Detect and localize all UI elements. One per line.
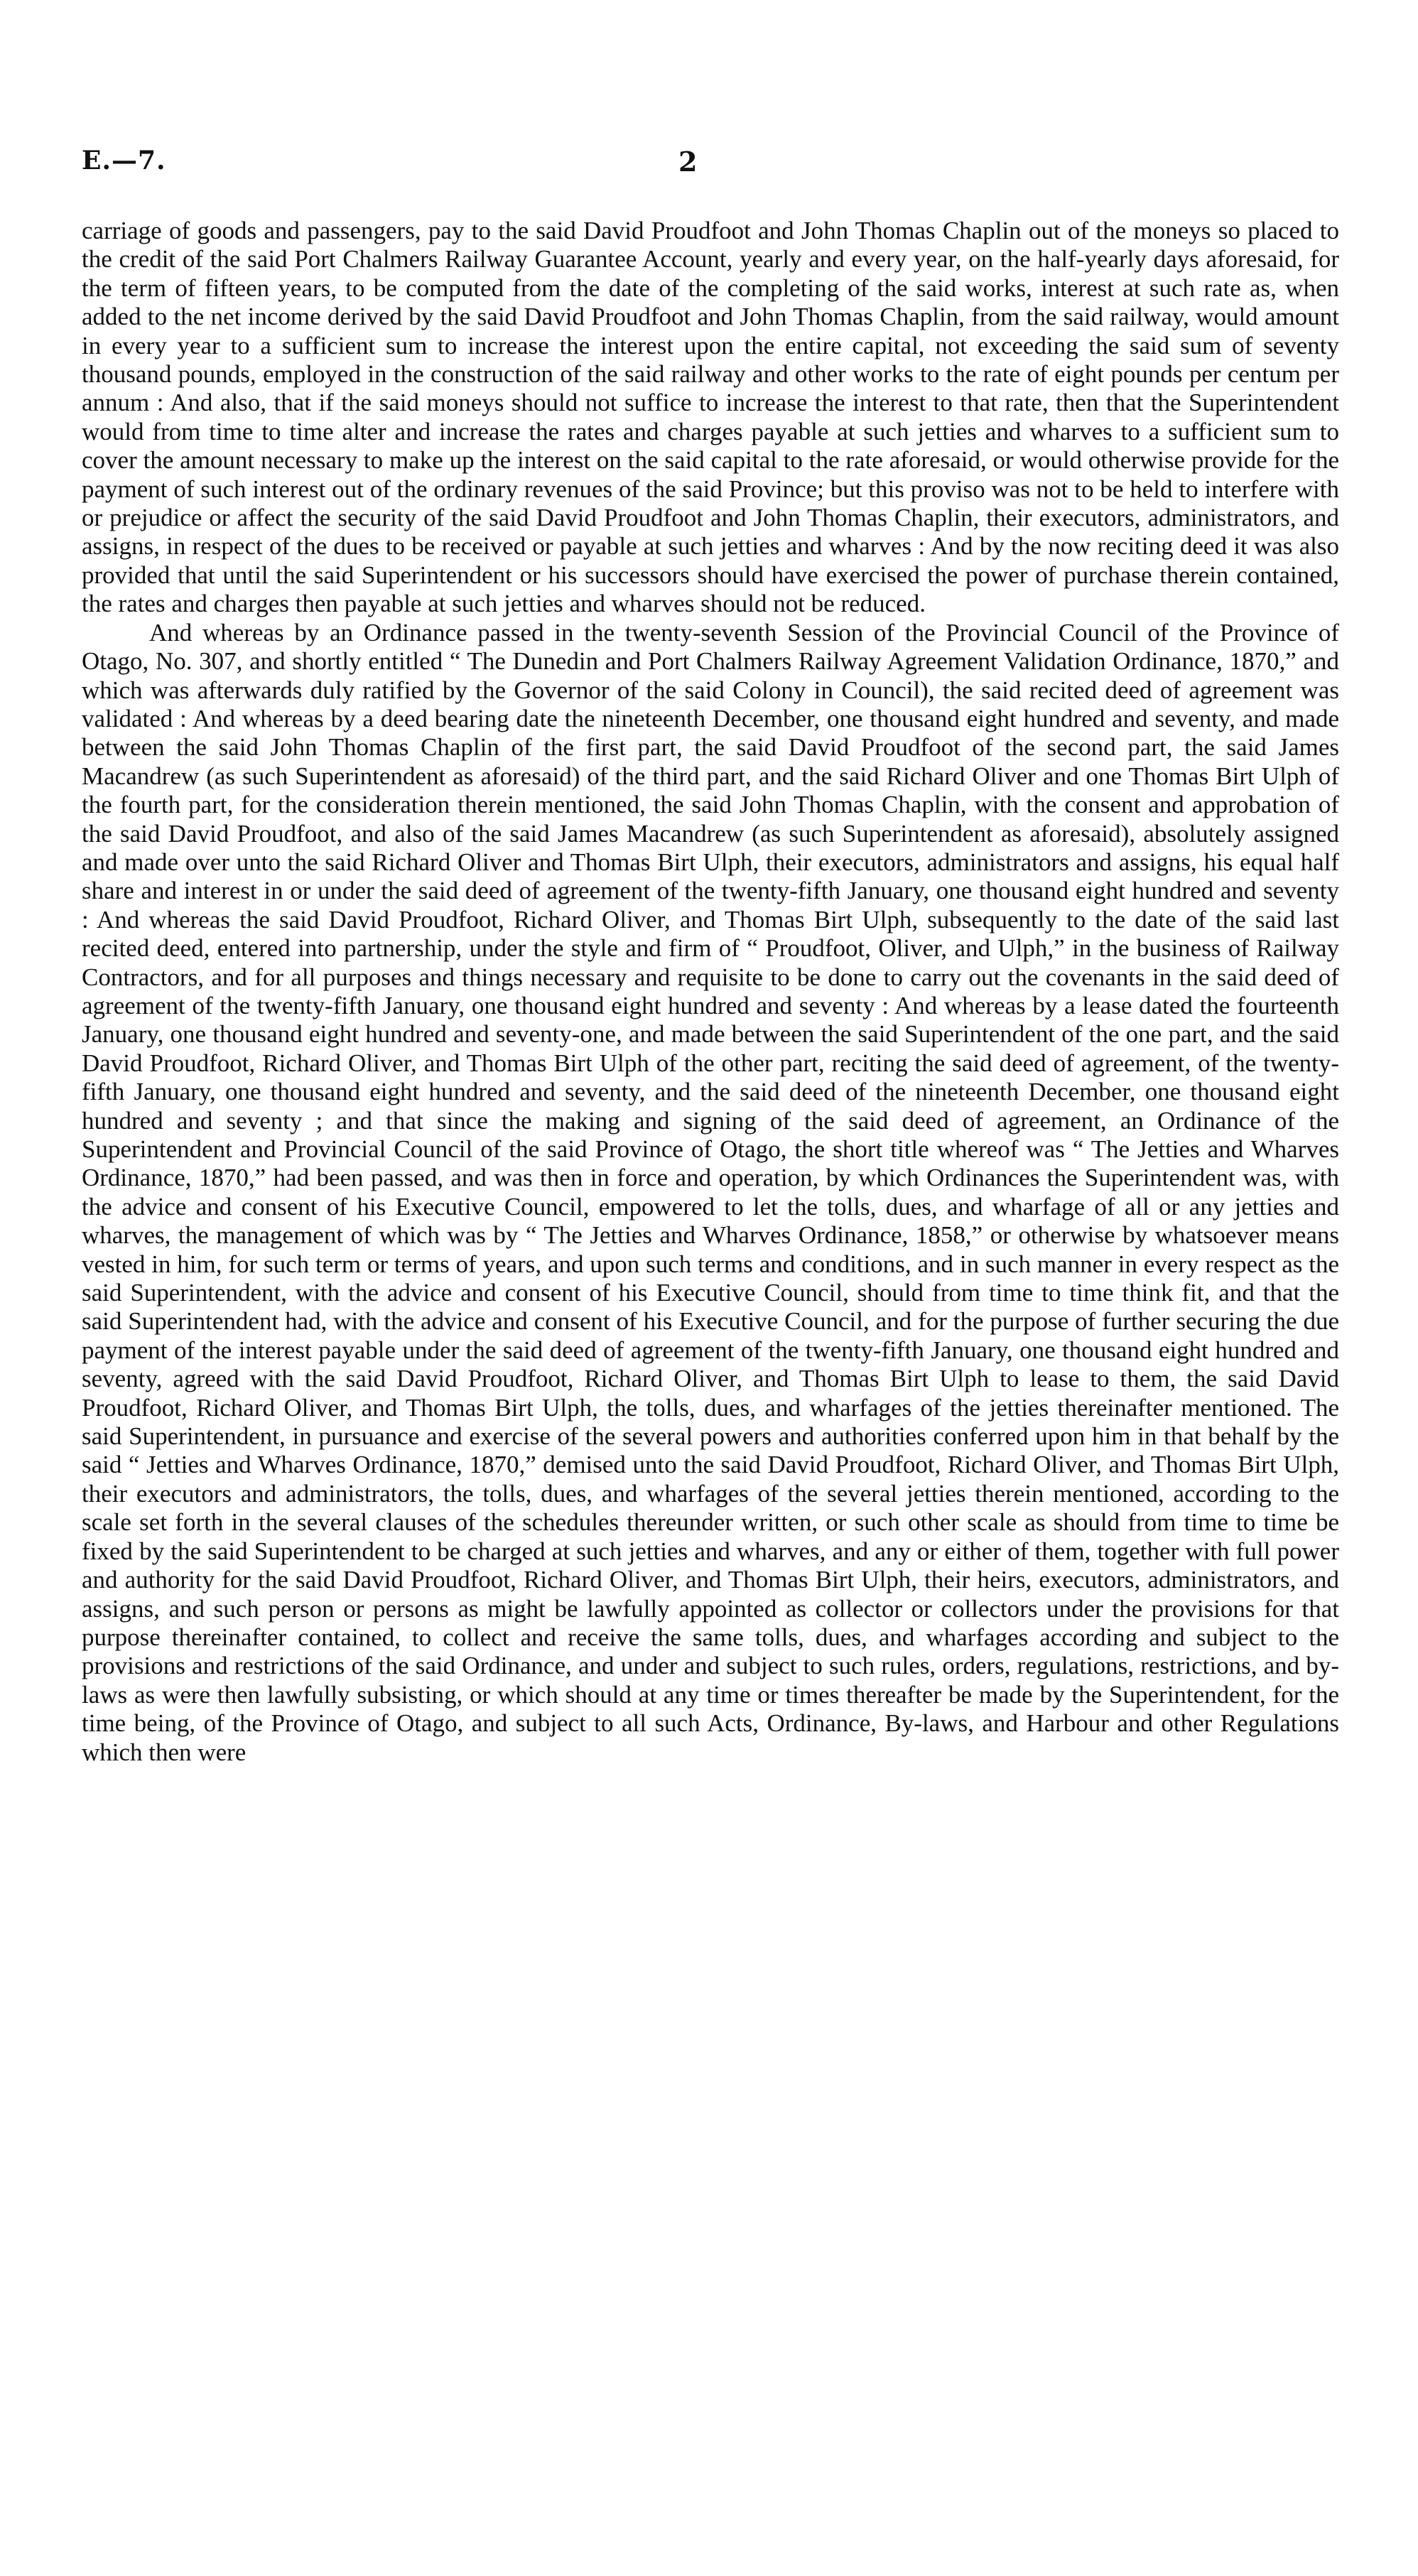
body-text (82, 217, 1339, 1767)
document-code: E.—7. (82, 146, 166, 175)
page-header (82, 139, 1339, 188)
document-page (82, 139, 1339, 2504)
paragraph-continued: carriage of goods and passengers, pay to the said David Proudfoot and John Thomas Chaplin out of the moneys so placed to the credit of the said Port Chalmers Railway Guarantee Account, yearly and every year, on the half-yearly days aforesaid, for the term of fifteen years, to be computed from the date of the completing of the said works, interest at such rate as, when added to the net income derived by the said David Proudfoot and John Thomas Chaplin, from the said railway, would amount in every year to a sufficient sum to increase the interest upon the entire capital, not exceeding the said sum of seventy thousand pounds, employed in the construction of the said railway and other works to the rate of eight pounds per centum per annum : And also, that if the said moneys should not suffice to increase the interest to that rate, then that the Superintendent would from time to time alter and increase the rates and charges payable at such jetties and wharves to a sufficient sum to cover the amount necessary to make up the interest on the said capital to the rate aforesaid, or would otherwise provide for the payment of such interest out of the ordinary revenues of the said Province; but this proviso was not to be held to interfere with or prejudice or affect the security of the said David Proudfoot and John Thomas Chaplin, their executors, administrators, and assigns, in respect of the dues to be received or payable at such jetties and wharves : And by the now reciting deed it was also provided that until the said Superintendent or his successors should have exercised the power of purchase therein contained, the rates and charges then payable at such jetties and wharves should not be reduced. (82, 217, 1339, 618)
page-number: 2 (678, 146, 698, 178)
paragraph-ordinance: And whereas by an Ordinance passed in the twenty-seventh Session of the Provincial Council of the Province of Otago, No. 307, and shortly entitled “ The Dunedin and Port Chalmers Railway Agreement Validation Ordinance, 1870,” and which was afterwards duly ratified by the Governor of the said Colony in Council), the said recited deed of agreement was validated : And whereas by a deed bearing date the nineteenth December, one thousand eight hundred and seventy, and made between the said John Thomas Chaplin of the first part, the said David Proudfoot of the second part, the said James Macandrew (as such Superintendent as aforesaid) of the third part, and the said Richard Oliver and one Thomas Birt Ulph of the fourth part, for the consideration therein mentioned, the said John Thomas Chaplin, with the consent and approbation of the said David Proudfoot, and also of the said James Macandrew (as such Superintendent as aforesaid), absolutely assigned and made over unto the said Richard Oliver and Thomas Birt Ulph, their executors, administrators and assigns, his equal half share and interest in or under the said deed of agreement of the twenty-fifth January, one thousand eight hundred and seventy : And whereas the said David Proudfoot, Richard Oliver, and Thomas Birt Ulph, subsequently to the date of the said last recited deed, entered into partnership, under the style and firm of “ Proudfoot, Oliver, and Ulph,” in the business of Railway Contractors, and for all purposes and things necessary and requisite to be done to carry out the covenants in the said deed of agreement of the twenty-fifth January, one thousand eight hundred and seventy : And whereas by a lease dated the fourteenth January, one thousand eight hundred and seventy-one, and made between the said Superintendent of the one part, and the said David Proudfoot, Richard Oliver, and Thomas Birt Ulph of the other part, reciting the said deed of agreement, of the twenty-fifth January, one thousand eight hundred and seventy, and the said deed of the nineteenth December, one thousand eight hundred and seventy ; and that since the making and signing of the said deed of agreement, an Ordinance of the Superintendent and Provincial Council of the said Province of Otago, the short title whereof was “ The Jetties and Wharves Ordinance, 1870,” had been passed, and was then in force and operation, by which Ordinances the Superintendent was, with the advice and consent of his Executive Council, empowered to let the tolls, dues, and wharfage of all or any jetties and wharves, the management of which was by “ The Jetties and Wharves Ordinance, 1858,” or otherwise by whatsoever means vested in him, for such term or terms of years, and upon such terms and conditions, and in such manner in every respect as the said Superintendent, with the advice and consent of his Executive Council, should from time to time think fit, and that the said Superintendent had, with the advice and consent of his Executive Council, and for the purpose of further securing the due payment of the interest payable under the said deed of agreement of the twenty-fifth January, one thousand eight hundred and seventy, agreed with the said David Proudfoot, Richard Oliver, and Thomas Birt Ulph to lease to them, the said David Proudfoot, Richard Oliver, and Thomas Birt Ulph, the tolls, dues, and wharfages of the jetties thereinafter mentioned. The said Superintendent, in pursuance and exercise of the several powers and authorities conferred upon him in that behalf by the said “ Jetties and Wharves Ordinance, 1870,” demised unto the said David Proudfoot, Richard Oliver, and Thomas Birt Ulph, their executors and administrators, the tolls, dues, and wharfages of the several jetties therein mentioned, according to the scale set forth in the several clauses of the schedules thereunder written, or such other scale as should from time to time be fixed by the said Superintendent to be charged at such jetties and wharves, and any or either of them, together with full power and authority for the said David Proudfoot, Richard Oliver, and Thomas Birt Ulph, their heirs, executors, administrators, and assigns, and such person or persons as might be lawfully appointed as collector or collectors under the provisions for that purpose thereinafter contained, to collect and receive the same tolls, dues, and wharfages according and subject to the provisions and restrictions of the said Ordinance, and under and subject to such rules, orders, regulations, restrictions, and by-laws as were then lawfully subsisting, or which should at any time or times thereafter be made by the Superintendent, for the time being, of the Province of Otago, and subject to all such Acts, Ordinance, By-laws, and Harbour and other Regulations which then were (82, 618, 1339, 1766)
